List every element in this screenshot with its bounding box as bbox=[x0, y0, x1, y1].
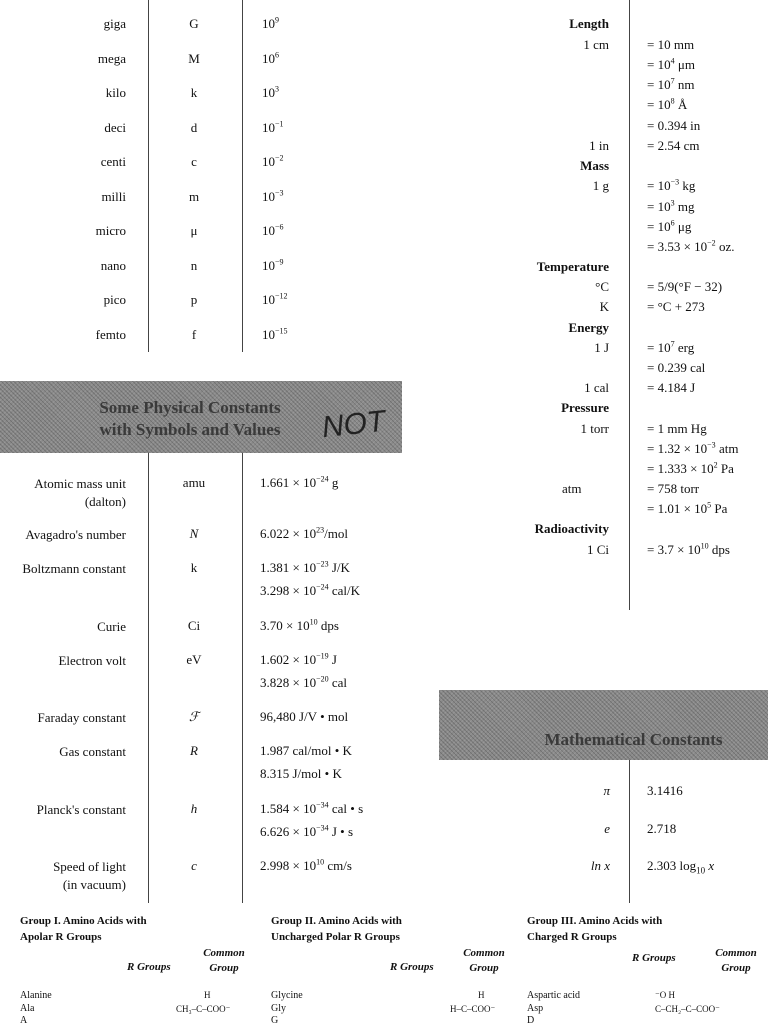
constant-value-unit: J/K bbox=[328, 560, 350, 575]
formula: C–CH₂–C–COO⁻ bbox=[655, 1004, 720, 1014]
amino-group-subtitle: Uncharged Polar R Groups bbox=[271, 931, 400, 943]
constant-value-base: 3.70 × 10 bbox=[260, 618, 310, 633]
prefix-factor-base: 10 bbox=[262, 326, 275, 342]
radioactivity-value-unit: dps bbox=[708, 542, 730, 557]
pressure-value-exponent: −3 bbox=[707, 440, 716, 450]
pressure-value-unit: Pa bbox=[711, 501, 728, 516]
math-constants-banner bbox=[439, 690, 768, 760]
temperature-value bbox=[647, 279, 722, 295]
pressure-value-unit: atm bbox=[715, 441, 739, 456]
constant-value-base: 2.998 × 10 bbox=[260, 858, 317, 873]
length-value-exponent: 4 bbox=[670, 56, 675, 66]
amino-acid-name: Alanine bbox=[20, 990, 52, 1001]
constant-value-alt-exponent: −34 bbox=[316, 823, 329, 833]
math-value-main: 2.303 log bbox=[647, 858, 697, 873]
prefix-symbol: p bbox=[190, 292, 198, 307]
formula: H–C–COO⁻ bbox=[450, 1004, 496, 1014]
constant-value-alt bbox=[260, 583, 360, 599]
constant-value-exponent: −24 bbox=[316, 474, 329, 484]
constant-value-exponent: −19 bbox=[316, 651, 329, 661]
constant-value-alt bbox=[260, 675, 347, 691]
mass-value-unit: μg bbox=[674, 219, 692, 234]
prefix-factor-exponent: −12 bbox=[275, 291, 288, 301]
radioactivity-heading: Radioactivity bbox=[534, 521, 609, 536]
constant-symbol: eV bbox=[186, 652, 202, 667]
prefix-symbol: μ bbox=[190, 223, 198, 238]
prefix-name: giga bbox=[103, 16, 126, 31]
constant-symbol: N bbox=[189, 526, 199, 541]
prefix-factor-exponent: −3 bbox=[275, 188, 284, 198]
math-symbol: ln x bbox=[590, 858, 610, 873]
math-value-main: 2.718 bbox=[647, 821, 677, 836]
pressure-value-base: = 1 mm Hg bbox=[647, 421, 707, 436]
prefix-name: deci bbox=[104, 119, 126, 135]
pressure-value bbox=[647, 441, 738, 457]
prefix-factor-base: 10 bbox=[262, 154, 275, 169]
formula: CH₃–C–COO⁻ bbox=[176, 1004, 231, 1014]
group-label: Group bbox=[469, 962, 499, 974]
constant-value-alt-base: 6.626 × 10 bbox=[260, 824, 317, 839]
length-value bbox=[647, 37, 694, 53]
constant-name-line2: (in vacuum) bbox=[62, 877, 126, 892]
prefix-factor-exponent: −2 bbox=[275, 153, 284, 163]
mass-value bbox=[647, 239, 734, 255]
prefix-factor bbox=[262, 327, 288, 343]
constant-name-line1: Electron volt bbox=[58, 653, 126, 668]
mass-value-exponent: 6 bbox=[670, 218, 675, 228]
constant-value-alt bbox=[260, 824, 353, 840]
prefix-name: femto bbox=[95, 326, 126, 342]
prefix-factor bbox=[262, 85, 279, 101]
amino-acid-letter: A bbox=[20, 1015, 28, 1026]
energy-value bbox=[647, 340, 694, 356]
mass-value-base: = 10 bbox=[647, 219, 671, 234]
pressure-value bbox=[647, 461, 734, 477]
temperature-unit-k: K bbox=[599, 299, 609, 314]
radioactivity-value bbox=[647, 542, 730, 558]
formula-top: ⁻O H bbox=[655, 990, 675, 1000]
length-value bbox=[647, 97, 687, 113]
energy-value-base: = 0.239 cal bbox=[647, 360, 706, 375]
mass-value-unit: mg bbox=[674, 199, 695, 214]
prefix-factor-base: 10 bbox=[262, 50, 275, 66]
temperature-value-base: = 5/9(°F − 32) bbox=[647, 279, 723, 294]
length-heading: Length bbox=[569, 16, 609, 31]
radioactivity-value-base: = 3.7 × 10 bbox=[647, 542, 701, 557]
constant-value bbox=[260, 652, 337, 668]
constant-value bbox=[260, 801, 363, 817]
mass-value-base: = 10 bbox=[647, 178, 671, 193]
amino-group-title: Group II. Amino Acids with bbox=[271, 915, 402, 927]
constant-value-exponent: 23 bbox=[316, 525, 325, 535]
pressure-value-exponent: 2 bbox=[713, 460, 718, 470]
length-value bbox=[647, 77, 694, 93]
math-divider bbox=[629, 760, 630, 903]
constant-name bbox=[0, 709, 126, 727]
math-value-subscript: 10 bbox=[696, 865, 706, 876]
constant-value-unit: cal • s bbox=[328, 801, 364, 816]
constant-value-base: 1.987 cal/mol • K bbox=[260, 743, 352, 758]
prefix-factor-base: 10 bbox=[262, 119, 275, 135]
length-value-unit: μm bbox=[674, 57, 695, 72]
constant-name-line1: Speed of light bbox=[53, 859, 126, 874]
prefix-symbol: m bbox=[188, 188, 200, 204]
length-unit-in: 1 in bbox=[589, 138, 609, 153]
prefix-factor bbox=[262, 120, 284, 136]
prefix-factor-exponent: 6 bbox=[275, 50, 279, 60]
length-value-base: = 10 bbox=[647, 77, 671, 92]
prefix-symbol: k bbox=[190, 85, 198, 100]
constant-symbol: k bbox=[190, 560, 198, 575]
constant-value-base: 96,480 J/V • mol bbox=[260, 709, 349, 724]
constant-name bbox=[0, 618, 126, 636]
prefix-symbol: f bbox=[191, 326, 197, 342]
prefix-symbol: n bbox=[190, 257, 198, 273]
constant-value-exponent: −34 bbox=[316, 800, 329, 810]
constant-symbol: Ci bbox=[187, 618, 201, 633]
formula-top: H bbox=[478, 990, 485, 1000]
math-value-var: x bbox=[705, 858, 715, 873]
prefix-factor-exponent: −15 bbox=[275, 326, 288, 336]
pressure-value-base: = 1.01 × 10 bbox=[647, 501, 708, 516]
handwritten-stamp: NOT bbox=[320, 404, 387, 445]
amino-acid-name: Glycine bbox=[271, 990, 303, 1001]
length-value-unit: Å bbox=[674, 97, 688, 112]
physical-banner-line2: with Symbols and Values bbox=[99, 420, 281, 439]
constant-value-alt-base: 3.828 × 10 bbox=[260, 675, 317, 690]
constant-name-line1: Atomic mass unit bbox=[34, 476, 126, 491]
energy-value-exponent: 7 bbox=[670, 339, 675, 349]
prefix-factor bbox=[262, 189, 284, 205]
prefix-factor bbox=[262, 51, 279, 67]
prefix-factor bbox=[262, 223, 284, 239]
pressure-value-base: = 1.32 × 10 bbox=[647, 441, 708, 456]
prefix-factor-exponent: −1 bbox=[275, 119, 284, 129]
energy-unit-j: 1 J bbox=[594, 340, 609, 355]
amino-group-title: Group III. Amino Acids with bbox=[527, 915, 663, 927]
constant-value-base: 1.661 × 10 bbox=[260, 475, 317, 490]
constant-name-line1: Planck's constant bbox=[36, 802, 126, 817]
energy-unit-cal: 1 cal bbox=[584, 380, 609, 395]
formula-top: H bbox=[204, 990, 211, 1000]
constant-value-exponent: −23 bbox=[316, 559, 329, 569]
math-value-main: 3.1416 bbox=[647, 783, 683, 798]
pressure-value-base: = 758 torr bbox=[647, 481, 700, 496]
prefix-name: kilo bbox=[105, 85, 126, 100]
prefix-name: milli bbox=[101, 188, 126, 204]
amino-acid-abbr: Gly bbox=[271, 1003, 286, 1014]
pressure-value-unit: Pa bbox=[717, 461, 734, 476]
mass-value-exponent: −2 bbox=[707, 238, 716, 248]
energy-value-base: = 4.184 J bbox=[647, 380, 696, 395]
math-symbol: e bbox=[604, 821, 610, 836]
pressure-heading: Pressure bbox=[561, 400, 609, 415]
common-label: Common bbox=[463, 947, 505, 959]
length-value-base: = 10 bbox=[647, 97, 671, 112]
prefix-factor bbox=[262, 292, 288, 308]
prefix-divider-2 bbox=[242, 0, 243, 352]
prefix-name: mega bbox=[97, 50, 126, 66]
amino-group-title: Group I. Amino Acids with bbox=[20, 915, 147, 927]
constant-symbol: amu bbox=[182, 475, 206, 490]
constant-value-base: 1.381 × 10 bbox=[260, 560, 317, 575]
constant-value-base: 1.584 × 10 bbox=[260, 801, 317, 816]
temperature-value-base: = °C + 273 bbox=[647, 299, 705, 314]
mass-value-exponent: −3 bbox=[670, 177, 680, 187]
constant-value-unit: /mol bbox=[324, 526, 348, 541]
prefix-name: centi bbox=[100, 154, 126, 169]
prefix-symbol: c bbox=[191, 154, 197, 169]
length-value-exponent: 8 bbox=[670, 96, 675, 106]
constant-symbol: R bbox=[190, 743, 198, 758]
constant-value-exponent: 10 bbox=[316, 857, 325, 867]
constant-name-line1: Curie bbox=[97, 619, 126, 634]
constant-value bbox=[260, 526, 348, 542]
amino-acid-letter: G bbox=[271, 1015, 279, 1026]
constant-value bbox=[260, 743, 352, 759]
length-value bbox=[647, 118, 700, 134]
prefix-factor-base: 10 bbox=[262, 16, 275, 31]
constant-value-alt-unit: cal bbox=[328, 675, 348, 690]
energy-heading: Energy bbox=[568, 320, 609, 335]
energy-value bbox=[647, 380, 695, 396]
mass-value bbox=[647, 199, 694, 215]
constant-name bbox=[0, 652, 126, 670]
mass-value-unit: kg bbox=[679, 178, 696, 193]
energy-value-unit: erg bbox=[674, 340, 695, 355]
math-value bbox=[647, 821, 676, 837]
prefix-factor-base: 10 bbox=[262, 85, 275, 100]
length-unit-cm: 1 cm bbox=[583, 37, 609, 52]
mass-value bbox=[647, 219, 691, 235]
mass-value-unit: oz. bbox=[715, 239, 735, 254]
mass-value-base: = 3.53 × 10 bbox=[647, 239, 708, 254]
temperature-heading: Temperature bbox=[536, 259, 609, 274]
prefix-factor-base: 10 bbox=[262, 292, 275, 307]
length-value-base: = 2.54 cm bbox=[647, 138, 700, 153]
physical-divider-1 bbox=[148, 453, 149, 903]
rgroups-label: R Groups bbox=[127, 961, 171, 973]
prefix-symbol: M bbox=[188, 50, 200, 66]
constant-name-line2: (dalton) bbox=[84, 494, 126, 509]
pressure-value bbox=[647, 421, 707, 437]
constant-value-unit: dps bbox=[317, 618, 339, 633]
pressure-value-exponent: 5 bbox=[707, 500, 712, 510]
common-label: Common bbox=[203, 947, 245, 959]
constant-value bbox=[260, 618, 339, 634]
constant-name bbox=[0, 526, 126, 544]
constant-value-base: 1.602 × 10 bbox=[260, 652, 317, 667]
physical-constants-banner bbox=[0, 381, 402, 453]
math-value bbox=[647, 783, 683, 799]
prefix-factor-exponent: 9 bbox=[275, 15, 279, 25]
pressure-value bbox=[647, 501, 727, 517]
prefix-name: micro bbox=[95, 223, 126, 238]
prefix-factor-exponent: 3 bbox=[275, 84, 279, 94]
prefix-factor-exponent: −6 bbox=[275, 222, 284, 232]
constant-name bbox=[0, 801, 126, 819]
constant-symbol: ℱ bbox=[188, 709, 200, 724]
constant-value bbox=[260, 560, 350, 576]
constant-name-line1: Gas constant bbox=[59, 744, 126, 759]
constant-value-unit: cm/s bbox=[324, 858, 352, 873]
constant-value-alt-base: 8.315 J/mol • K bbox=[260, 766, 342, 781]
group-label: Group bbox=[721, 962, 751, 974]
length-value bbox=[647, 57, 695, 73]
prefix-factor bbox=[262, 258, 284, 274]
radioactivity-unit: 1 Ci bbox=[586, 542, 609, 557]
prefix-factor-exponent: −9 bbox=[275, 257, 284, 267]
mass-value bbox=[647, 178, 695, 194]
constant-value-unit: g bbox=[328, 475, 339, 490]
physical-banner-line1: Some Physical Constants bbox=[99, 398, 281, 417]
constant-value-unit: J bbox=[328, 652, 337, 667]
prefix-symbol: d bbox=[190, 119, 198, 135]
math-banner-title: Mathematical Constants bbox=[544, 730, 723, 749]
length-value-base: = 0.394 in bbox=[647, 118, 701, 133]
mass-unit: 1 g bbox=[592, 178, 609, 193]
length-value-base: = 10 mm bbox=[647, 37, 695, 52]
length-value bbox=[647, 138, 699, 154]
group-label: Group bbox=[209, 962, 239, 974]
pressure-unit-atm: atm bbox=[562, 481, 582, 496]
constant-value-alt-base: 3.298 × 10 bbox=[260, 583, 317, 598]
constant-value bbox=[260, 858, 352, 874]
length-value-base: = 10 bbox=[647, 57, 671, 72]
pressure-unit-torr: 1 torr bbox=[580, 421, 609, 436]
amino-acid-abbr: Ala bbox=[20, 1003, 35, 1014]
constant-value-alt-unit: cal/K bbox=[328, 583, 361, 598]
conversion-divider bbox=[629, 0, 630, 610]
mass-value-exponent: 3 bbox=[670, 198, 675, 208]
prefix-symbol: G bbox=[189, 16, 199, 31]
constant-name bbox=[0, 743, 126, 761]
constant-value-alt-exponent: −24 bbox=[316, 582, 329, 592]
constant-name-line1: Boltzmann constant bbox=[22, 561, 126, 576]
length-value-exponent: 7 bbox=[670, 76, 675, 86]
temperature-unit-c: °C bbox=[595, 279, 609, 294]
constant-value-base: 6.022 × 10 bbox=[260, 526, 317, 541]
constant-value-alt-exponent: −20 bbox=[316, 674, 329, 684]
constant-symbol: c bbox=[191, 858, 197, 873]
physical-divider-2 bbox=[242, 453, 243, 903]
amino-acid-name: Aspartic acid bbox=[527, 990, 581, 1001]
rgroups-label: R Groups bbox=[390, 961, 434, 973]
constant-value-alt-unit: J • s bbox=[328, 824, 354, 839]
length-value-unit: nm bbox=[674, 77, 695, 92]
pressure-value bbox=[647, 481, 699, 497]
math-symbol: π bbox=[603, 783, 610, 798]
prefix-factor-base: 10 bbox=[262, 223, 275, 238]
common-label: Common bbox=[715, 947, 757, 959]
math-value bbox=[647, 858, 714, 879]
amino-acid-abbr: Asp bbox=[527, 1003, 544, 1014]
constant-name-line1: Faraday constant bbox=[37, 710, 126, 725]
constant-value-exponent: 10 bbox=[309, 617, 318, 627]
constant-name bbox=[0, 858, 126, 894]
mass-value-base: = 10 bbox=[647, 199, 671, 214]
constant-name bbox=[0, 475, 126, 511]
constant-name bbox=[0, 560, 126, 578]
constant-name-line1: Avagadro's number bbox=[25, 527, 126, 542]
rgroups-label: R Groups bbox=[632, 952, 676, 964]
prefix-name: pico bbox=[103, 292, 126, 307]
prefix-divider-1 bbox=[148, 0, 149, 352]
constant-symbol: h bbox=[190, 801, 198, 816]
prefix-factor-base: 10 bbox=[262, 188, 275, 204]
energy-value bbox=[647, 360, 705, 376]
pressure-value-base: = 1.333 × 10 bbox=[647, 461, 714, 476]
prefix-factor-base: 10 bbox=[262, 257, 275, 273]
energy-value-base: = 10 bbox=[647, 340, 671, 355]
constant-value bbox=[260, 709, 348, 725]
amino-acid-letter: D bbox=[527, 1015, 535, 1026]
amino-group-subtitle: Charged R Groups bbox=[527, 931, 617, 943]
temperature-value bbox=[647, 299, 705, 315]
prefix-factor bbox=[262, 154, 284, 170]
amino-group-subtitle: Apolar R Groups bbox=[20, 931, 102, 943]
prefix-factor bbox=[262, 16, 279, 32]
prefix-name: nano bbox=[100, 257, 126, 273]
mass-heading: Mass bbox=[580, 158, 609, 173]
constant-value-alt bbox=[260, 766, 342, 782]
radioactivity-value-exponent: 10 bbox=[700, 541, 709, 551]
constant-value bbox=[260, 475, 338, 491]
